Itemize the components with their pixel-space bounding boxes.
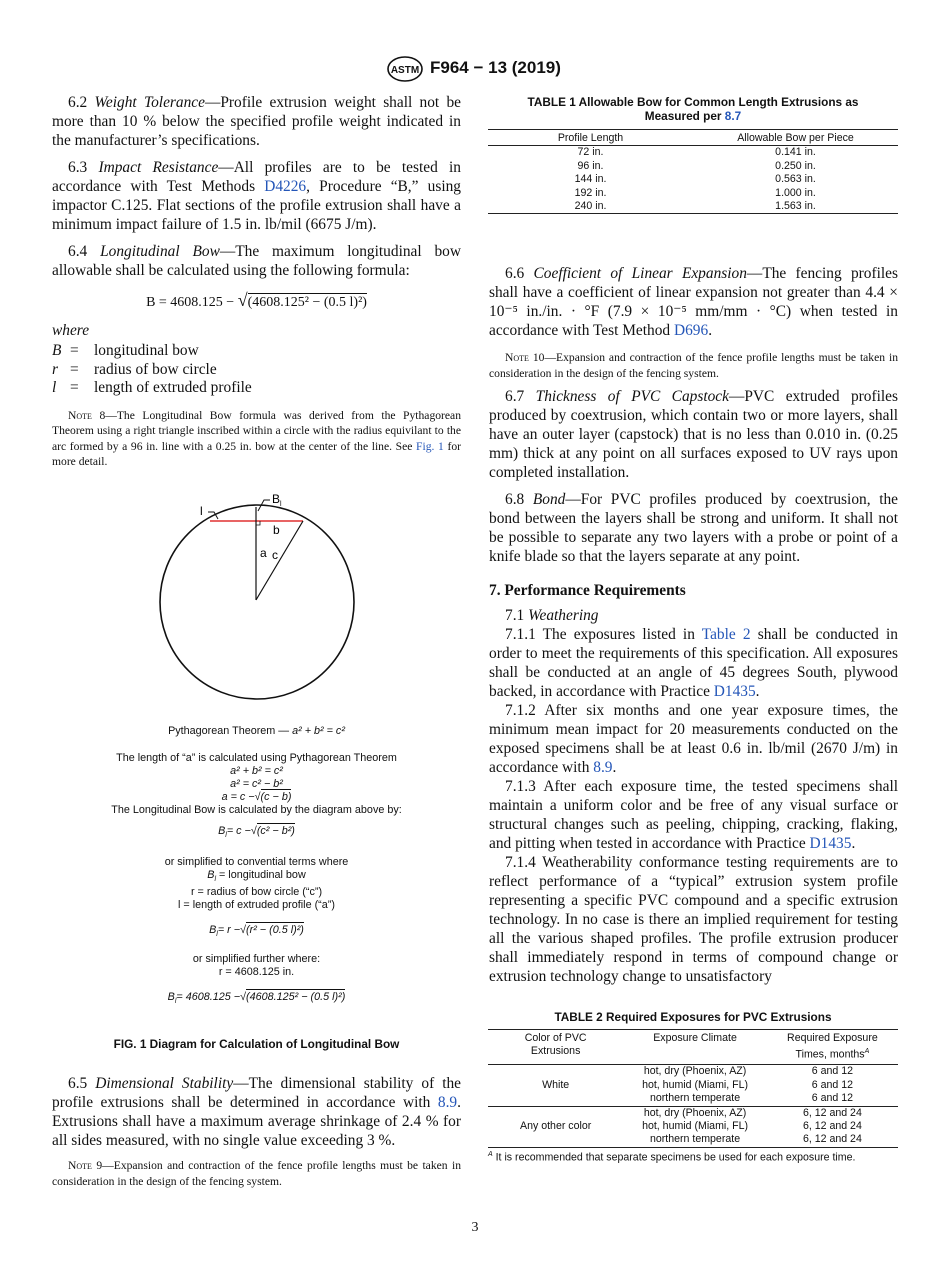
note-8 — [52, 408, 461, 470]
cross-reference-link[interactable]: 8.9 — [593, 759, 613, 776]
table-cell: 0.563 in. — [775, 173, 816, 186]
def-eq: = — [70, 379, 79, 396]
text-segment: 7.1 — [505, 607, 529, 624]
def-eq: = — [70, 360, 79, 378]
table-row — [488, 1065, 898, 1079]
text-segment: —PVC extruded profiles produced by coextrusion, which contain two or more layers, shall have an outer layer (capstock) that is no less than 0.010 in. (0.25 mm) thick at any point on all surfaces exposed to UV rays upon completed installation. — [489, 388, 899, 481]
fig-line: The length of “a” is calculated using Pythagorean Theorem — [116, 752, 397, 764]
table-cell: 6 and 12 — [811, 1078, 854, 1091]
text-segment: —Expansion and contraction of the fence profile lengths must be taken in consideration in the design of the fencing system. — [52, 1159, 461, 1188]
text-segment: —The dimensional stability of the profile extrusions shall be determined in accordance with — [52, 1075, 461, 1111]
table-cell: hot, humid (Miami, FL) — [642, 1119, 749, 1132]
bow-intro: The Longitudinal Bow is calculated by the diagram above by: — [111, 804, 402, 816]
text-segment: 6.6 — [505, 265, 534, 282]
page-number: 3 — [471, 1220, 479, 1235]
section-6-8 — [489, 490, 898, 566]
bl-equation-2: $B_l= r -√(r^2 - (0.5$ l)²) — [209, 924, 304, 939]
definition — [52, 379, 461, 398]
right-column — [489, 264, 898, 986]
cross-reference-link[interactable]: Table 2 — [701, 626, 751, 643]
italic-title: Dimensional Stability — [95, 1075, 234, 1092]
table-2-header: Required Exposure Times, months$^A$ — [787, 1032, 878, 1061]
further-r: r = 4608.125 in. — [218, 966, 295, 979]
cross-reference-link[interactable]: D1435 — [713, 683, 756, 700]
table-2-header: Exposure Climate — [653, 1032, 737, 1044]
section-7-1-2 — [489, 701, 898, 777]
definition — [52, 361, 461, 380]
table-cell: hot, dry (Phoenix, AZ) — [643, 1065, 747, 1078]
table-1-header: Profile Length — [557, 132, 624, 144]
color-cell: White — [542, 1078, 570, 1091]
cross-reference-link[interactable]: D696 — [673, 322, 709, 339]
table-cell: 240 in. — [574, 200, 607, 213]
text-segment: —The maximum longitudinal bow allowable shall be calculated using the following formula: — [52, 243, 461, 279]
simplified-r: r = radius of bow circle (“c”) — [190, 886, 323, 899]
fig-eq: a² + b² = c² — [230, 765, 283, 777]
definitions-list — [52, 342, 461, 398]
table-1-grid — [488, 129, 898, 214]
simplified-intro: or simplified to convential terms where — [164, 856, 349, 869]
label-a: a — [260, 546, 267, 560]
pythagorean-line — [52, 725, 461, 738]
section-7-heading: 7. Performance Requirements — [489, 582, 686, 599]
text-segment: —The Longitudinal Bow formula was derived from the Pythagorean Theorem using a right triangle inscribed within a circle with the radius equivilant to the arc formed by a 96 in. line with a 0.25 in. bow at the center of the line. See — [52, 408, 461, 453]
formula-radicand: (4608.125² − (0.5 l)²) — [247, 295, 367, 310]
text-segment: —All profiles are to be tested in accordance with Test Methods — [52, 159, 461, 195]
section-7-1 — [489, 606, 898, 625]
figure-explanation — [52, 725, 461, 1009]
label-c: c — [272, 548, 278, 562]
text-segment: . — [851, 835, 856, 852]
def-symbol: B — [52, 342, 62, 359]
def-eq: = — [70, 342, 79, 359]
note-10 — [489, 350, 898, 381]
section-6-3 — [52, 158, 461, 234]
table-2-body — [488, 1065, 898, 1147]
table-row — [488, 200, 898, 214]
a-equation: a = c −√(c − b) — [221, 791, 292, 803]
astm-logo — [386, 56, 424, 82]
table-cell: 0.250 in. — [775, 159, 816, 172]
italic-title: Bond — [532, 491, 566, 508]
text-segment: . — [612, 759, 617, 776]
further-intro: or simplified further where: — [192, 953, 321, 966]
color-cell: Any other color — [520, 1119, 592, 1132]
table-cell: 6, 12 and 24 — [802, 1119, 862, 1132]
table-cell: northern temperate — [649, 1092, 741, 1105]
text-segment: shall be conducted in order to meet the requirements of this specification. All exposures shall be conducted at an angle of 45 degrees South, plywood backed, in accordance with Practice — [489, 626, 898, 700]
italic-title: Longitudinal Bow — [100, 243, 220, 260]
text-segment: 7.1.2 After six months and one year exposure times, the minimum mean impact for 20 measurements conducted on the exposed specimens shall be at least 0.6 in. lb/mil (2670 J/m) in accordance with — [489, 702, 898, 776]
section-6-5 — [52, 1074, 461, 1150]
table-cell: 6, 12 and 24 — [802, 1106, 862, 1119]
text-segment: —For PVC profiles produced by coextrusion, the bond between the layers shall be strong and uniform. It shall not be possible to separate any two layers with a probe or point of a knife blade so that the layers separate at any point. — [489, 491, 898, 565]
section-7-1-4 — [489, 853, 898, 986]
table-cell: 6, 12 and 24 — [802, 1133, 862, 1146]
section-7-1-3 — [489, 777, 898, 853]
text-segment: , Procedure “B,” using impactor C.125. Flat sections of the profile extrusion shall have a minimum impact failure of 1.5 in. lb/mil (6675 J/m). — [52, 178, 461, 233]
bow-circle — [160, 505, 354, 699]
def-symbol: l — [52, 379, 57, 396]
table-2-footnote: $^A$ It is recommended that separate specimens be used for each exposure time. — [488, 1150, 856, 1164]
italic-title: Thickness of PVC Capstock — [535, 388, 729, 405]
table-row — [488, 1106, 898, 1120]
italic-title: Impact Resistance — [98, 159, 219, 176]
italic-title: Weight Tolerance — [94, 94, 205, 111]
text-segment: for more detail. — [52, 439, 462, 468]
cross-reference-link[interactable]: 8.9 — [437, 1094, 458, 1111]
table-1 — [488, 95, 898, 214]
definition — [52, 342, 461, 361]
text-segment: 6.2 — [68, 94, 95, 111]
note-label: Note 9 — [68, 1159, 103, 1172]
table-row — [488, 173, 898, 186]
table-cell: northern temperate — [649, 1133, 741, 1146]
table-cell: 96 in. — [577, 159, 604, 172]
text-segment: 6.5 — [68, 1075, 96, 1092]
formula-lhs: B = 4608.125 − — [146, 295, 235, 310]
text-segment: 7.1.1 The exposures listed in — [505, 626, 702, 643]
table-1-body — [488, 146, 898, 214]
pyth-eq: a² + b² = c² — [292, 725, 345, 737]
text-segment: 6.7 — [505, 388, 536, 405]
cross-reference-link[interactable]: D1435 — [809, 835, 852, 852]
section-6-6 — [489, 264, 898, 340]
text-segment: 6.4 — [68, 243, 101, 260]
note-label: Note 10 — [505, 351, 545, 364]
left-column — [52, 93, 461, 470]
text-segment: 7.1.4 Weatherability conformance testing requirements are to reflect performance of a “typical” extrusion system profile representing a specific PVC compound and a specific extrusion technology. In no case is there an implied requirement for testing all the various shaped profiles. The profile extrusion producer shall immediately respond in terms of compound change or extrusion technology change to unsatisfactory — [489, 854, 898, 985]
simplified-l: l = length of extruded profile (“a”) — [178, 899, 335, 912]
text-segment: . Extrusions shall have a maximum average shrinkage of 2.4 % for all sides measured, with no single value exceeding 3 %. — [52, 1094, 461, 1149]
label-bl: $B_l$ — [272, 492, 282, 508]
page-header — [0, 56, 950, 82]
table-2-grid — [488, 1029, 898, 1148]
sqrt-icon: √ — [237, 290, 248, 310]
table-1-header: Allowable Bow per Piece — [737, 132, 854, 144]
bow-diagram — [150, 485, 370, 710]
table-cell: hot, humid (Miami, FL) — [642, 1078, 749, 1091]
table-2-title: TABLE 2 Required Exposures for PVC Extrusions — [554, 1010, 832, 1024]
table-cell: 6 and 12 — [811, 1092, 854, 1105]
fig-eq: a² = c² − b² — [230, 778, 283, 790]
note-label: Note 8 — [68, 408, 106, 422]
cross-reference-link[interactable]: D4226 — [264, 178, 307, 195]
note-9 — [52, 1158, 461, 1189]
section-7-1-1 — [489, 625, 898, 701]
table-cell: hot, dry (Phoenix, AZ) — [643, 1106, 747, 1119]
def-desc: longitudinal bow — [94, 342, 199, 359]
text-segment: . — [755, 683, 760, 700]
section-6-2 — [52, 93, 461, 150]
table-1-title: TABLE 1 Allowable Bow for Common Length Extrusions as Measured per 8.7 — [527, 95, 859, 123]
cross-reference-link[interactable]: Fig. 1 — [416, 439, 444, 453]
table-cell: 72 in. — [577, 146, 604, 159]
svg-text:ASTM: ASTM — [390, 65, 420, 76]
table-2-header: Color of PVC Extrusions — [524, 1032, 587, 1058]
italic-title: Coefficient of Linear Expansion — [533, 265, 747, 282]
text-segment: 6.3 — [68, 159, 99, 176]
text-segment: —The fencing profiles shall have a coefficient of linear expansion not greater than 4.4 × 10⁻⁵ in./in. · °F (7.9 × 10⁻⁵ mm/mm · °C) when tested in accordance with Test Method — [489, 265, 898, 339]
text-segment: 7.1.3 After each exposure time, the tested specimens shall maintain a uniform color and be free of any visual surface or structural changes such as peeling, chipping, cracking, flaking, and pitting when tested in accordance with Practice — [489, 778, 898, 852]
table-1-ref-link[interactable]: 8.7 — [724, 109, 742, 123]
text-segment: . — [708, 322, 713, 339]
label-b: b — [273, 523, 280, 537]
table-cell: 0.141 in. — [775, 146, 816, 159]
section-6-7 — [489, 387, 898, 482]
bl-equation-3: $B_l= 4608.125 -√(4608.125^2 - (0.5$ l)²) — [167, 991, 346, 1006]
left-column-bottom — [52, 1074, 461, 1189]
def-symbol: r — [52, 360, 58, 378]
italic-title: Weathering — [528, 607, 599, 624]
table-cell: 1.000 in. — [775, 186, 816, 199]
text-segment: —Expansion and contraction of the fence profile lengths must be taken in consideration in the design of the fencing system. — [489, 351, 898, 380]
table-cell: 144 in. — [574, 173, 607, 186]
text-segment: 6.8 — [505, 491, 533, 508]
label-l: l — [200, 504, 203, 518]
table-cell: 192 in. — [574, 186, 607, 199]
where-label: where — [52, 322, 90, 339]
def-desc: length of extruded profile — [94, 379, 252, 396]
table-row — [488, 187, 898, 200]
simplified-bl: $B_l$ = longitudinal bow — [207, 869, 306, 884]
pyth-label: Pythagorean Theorem — — [168, 725, 293, 737]
text-segment: —Profile extrusion weight shall not be more than 10 % below the specified profile weight indicated in the manufacturer’s specifications. — [52, 94, 461, 149]
bl-equation-1: $B_l= c -√(c^2 - b^2)$ — [218, 825, 295, 840]
table-cell: 1.563 in. — [775, 200, 816, 213]
figure-caption: FIG. 1 Diagram for Calculation of Longitudinal Bow — [113, 1037, 400, 1051]
table-row — [488, 146, 898, 160]
table-cell: 6 and 12 — [811, 1065, 854, 1078]
document-designation: F964 − 13 (2019) — [430, 58, 561, 77]
table-2 — [488, 1010, 898, 1163]
bow-formula — [52, 290, 461, 311]
section-6-4 — [52, 242, 461, 280]
table-row — [488, 160, 898, 173]
def-desc: radius of bow circle — [94, 360, 217, 378]
